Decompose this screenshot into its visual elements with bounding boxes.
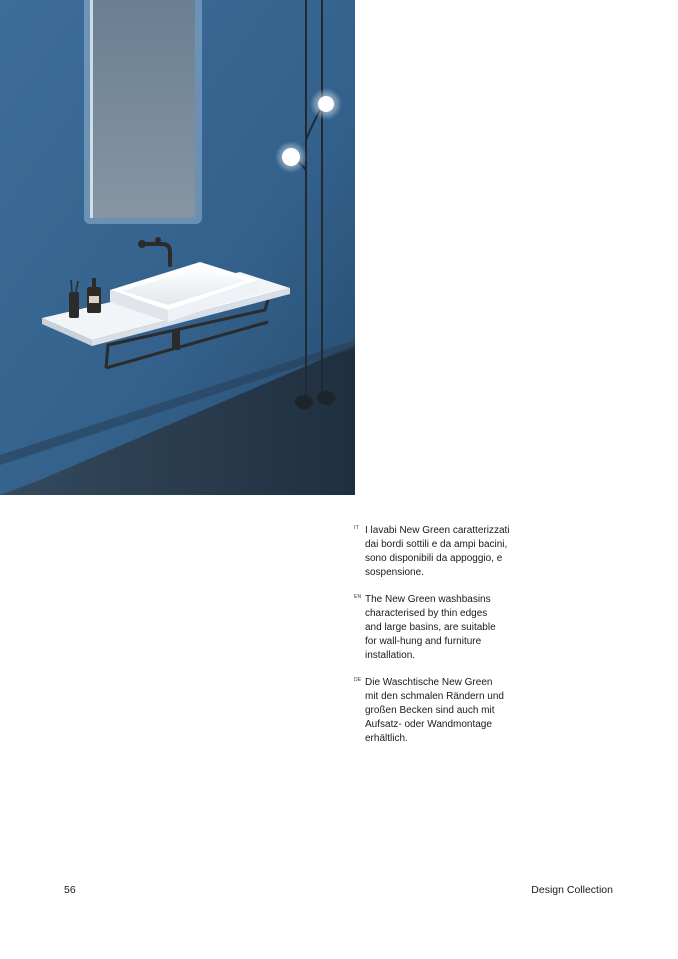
washbasin-photo [0,0,355,495]
description-text: The New Green washbasins characterised by thin edges and large basins, are suitable for wall-hung and furniture installation. [365,594,496,661]
description-column [352,524,552,759]
language-code: DE [354,677,362,683]
description-de [352,676,552,746]
language-code: EN [354,594,362,600]
description-text: Die Waschtische New Green mit den schmalen Rändern und großen Becken sind auch mit Aufsatz- oder Wandmontage erhältlich. [365,677,504,744]
description-text: I lavabi New Green caratterizzati dai bordi sottili e da ampi bacini, sono disponibili da appoggio, e sospensione. [365,525,510,578]
language-code: IT [354,525,359,531]
page-number: 56 [64,884,76,896]
section-title: Design Collection [531,884,613,896]
description-it [352,524,552,580]
description-en [352,593,552,663]
